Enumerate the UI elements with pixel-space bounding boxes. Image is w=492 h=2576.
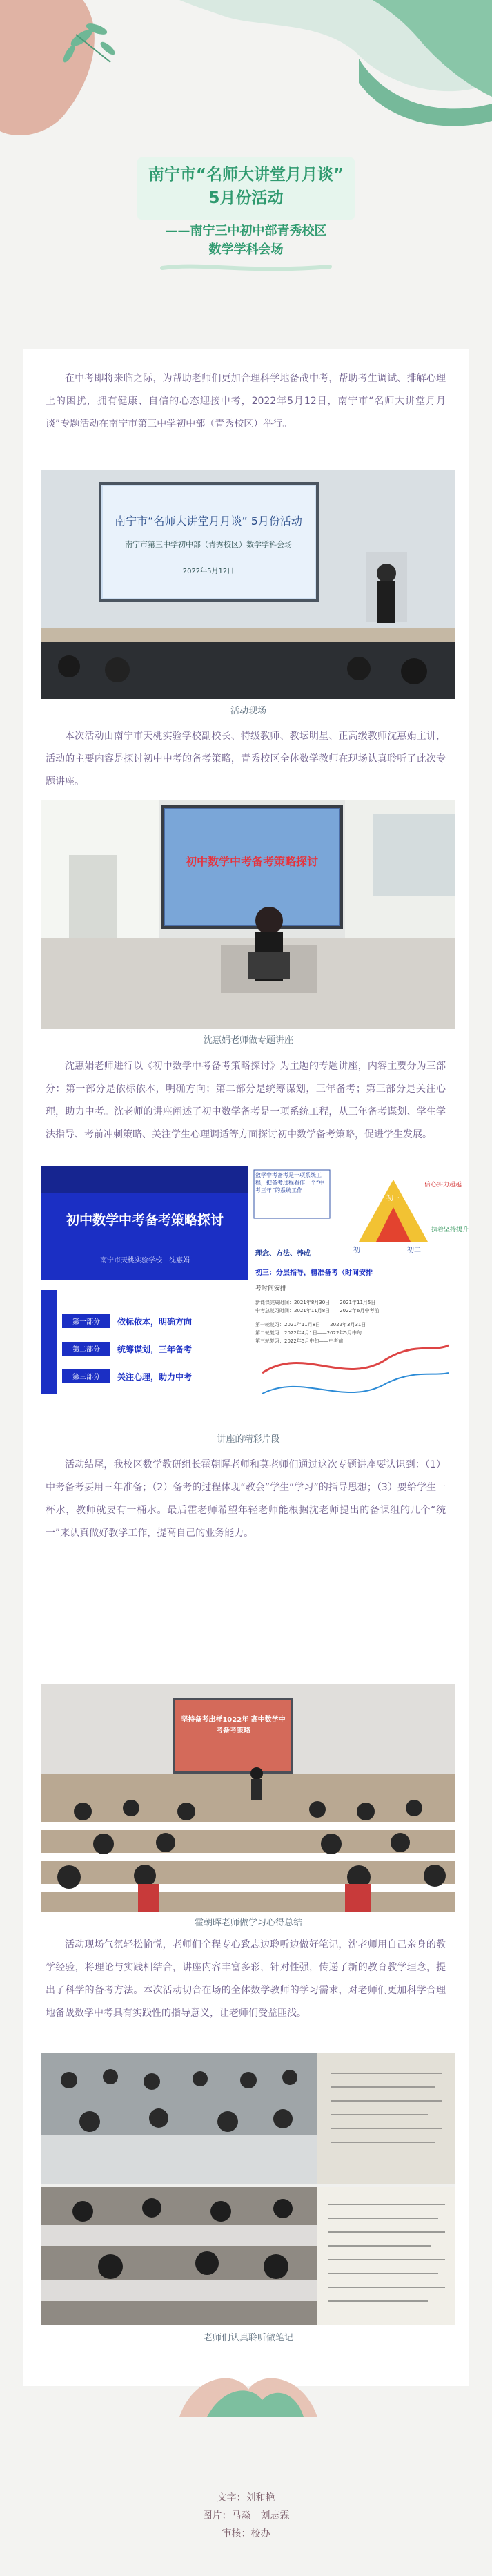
section-3-text: 关注心理，助力中考: [117, 1372, 193, 1382]
triangle-label-top: 信心实力超越: [424, 1182, 462, 1189]
paragraph-3: 沈惠娟老师进行以《初中数学中考备考策略探讨》为主题的专题讲座，内容主要分为三部分：第一部分是依标依本，明确方向；第二部分是统筹谋划，三年备考；第三部分是关注心理，助力中考。沈老师的讲座阐述了初中数学备考是一项系统工程，从三年备考谋划、学生学法指导、考前冲刺策略、关注学生心理调适等方面探讨初中数学备考策略，促进学生发展。: [46, 1061, 446, 1140]
paragraph-4: 活动结尾，我校区数学教研组长霍朝晖老师和莫老师们通过这次专题讲座要认识到：（1）中考备考要用三年准备；（2）备考的过程体现“教会”学生“学习”的指导思想；（3）要给学生一杯水，教师就要有一桶水。最后霍老师希望年轻老师能根据沈老师提出的备课组的几个“统一”来认真做好教学工作，提高自己的业务能力。: [46, 1459, 446, 1539]
slide3-strategy: 理念、方法、养成: [255, 1250, 311, 1258]
paragraph-2: 本次活动由南宁市天桃实验学校副校长、特级教师、教坛明星、正高级教师沈惠娟主讲，活动的主要内容是探讨初中中考的备考策略，青秀校区全体数学教师在现场认真聆听了此次专题讲座。: [46, 731, 446, 787]
title-line-1: 南宁市“名师大讲堂月月谈”: [148, 166, 344, 184]
section-1-label: 第一部分: [72, 1318, 100, 1326]
caption-1: 活动现场: [230, 706, 266, 716]
photo-slides-collage: [41, 1166, 469, 1425]
timeline-4: 第二轮复习：2022年4月1日——2022年5月中旬: [255, 1330, 362, 1336]
slide2-title: 初中数学中考备考策略探讨: [185, 855, 319, 868]
slide3-main-title: 初中数学中考备考策略探讨: [66, 1213, 224, 1228]
section-3-label: 第三部分: [72, 1374, 100, 1381]
title-underline-decoration: [162, 262, 330, 273]
credit-photo: 图片：马淼 刘志霖: [202, 2510, 290, 2521]
subtitle-line-1: ——南宁三中初中部青秀校区: [165, 224, 327, 238]
side-label: 执着坚持提升: [431, 1227, 469, 1233]
caption-4: 霍朝晖老师做学习心得总结: [194, 1918, 302, 1928]
photo-lecturer: [41, 800, 455, 1029]
paragraph-1: 在中考即将来临之际，为帮助老师们更加合理科学地备战中考，帮助考生调试、排解心理上的困扰，拥有健康、自信的心态迎接中考，2022年5月12日，南宁市“名师大讲堂月月谈”专题活动在南宁市第三中学初中部（青秀校区）举行。: [46, 373, 446, 430]
paragraph-5: 活动现场气氛轻松愉悦，老师们全程专心致志边聆听边做好笔记，沈老师用自己亲身的教学经验，将理论与实践相结合，讲座内容丰富多彩，针对性强，传递了新的教育教学理念，提出了科学的备考方法。本次活动切合在场的全体数学教师的学习需求，对老师们更加科学合理地备战数学中考具有实践性的指导意义，让老师们受益匪浅。: [46, 1939, 446, 2019]
triangle-label-grade2: 初二: [407, 1247, 421, 1254]
slide1-date: 2022年5月12日: [182, 568, 235, 575]
subtitle-line-2: 数学学科会场: [208, 242, 284, 257]
timeline-1: 新课课完成时间：2021年8月30日——2021年11月5日: [255, 1300, 376, 1305]
triangle-label-grade3: 初三: [386, 1195, 400, 1202]
photo-teachers-notes: [41, 2053, 455, 2325]
timeline-2: 中考总复习时间：2021年11月8日——2022年6月中考前: [255, 1308, 380, 1314]
timeline-5: 第三轮复习：2022年5月中旬——中考前: [255, 1338, 344, 1344]
caption-5: 老师们认真聆听做笔记: [203, 2333, 293, 2343]
header-decoration: [0, 0, 492, 138]
section-2-label: 第二部分: [72, 1346, 100, 1354]
footer-decoration: [179, 2362, 317, 2417]
title-line-2: 5月份活动: [208, 189, 284, 207]
section-1-text: 依标依本，明确方向: [117, 1317, 193, 1327]
credit-review: 审核：校办: [222, 2528, 270, 2539]
title-box: [137, 157, 355, 220]
section-2-text: 统筹谋划，三年备考: [117, 1345, 193, 1354]
photo-activity-scene: [41, 470, 455, 699]
slide3-exam-title: 考时间安排: [255, 1285, 287, 1292]
slide1-subtitle: 南宁市第三中学初中部（青秀校区）数学学科会场: [125, 540, 292, 549]
caption-3: 讲座的精彩片段: [217, 1434, 280, 1445]
credit-author: 文字：刘和艳: [217, 2492, 275, 2503]
timeline-3: 第一轮复习：2021年11月8日——2022年3月31日: [255, 1322, 366, 1327]
caption-2: 沈惠娟老师做专题讲座: [203, 1035, 293, 1046]
slide4-title: 坚持备考出样1022年 高中数学中考备考策略: [181, 1716, 286, 1735]
slide3-school: 南宁市天桃实验学校 沈惠娟: [100, 1257, 190, 1265]
slide3-part3: 初三：分层指导，精准备考（时间安排: [255, 1269, 373, 1277]
photo-summary-session: [41, 1684, 455, 1912]
slide1-title: 南宁市“名师大讲堂月月谈” 5月份活动: [115, 515, 302, 528]
slide3-box-text: 数学中考备考是一项系统工程，把备考过程看作一个“中考三年”的系统工作: [255, 1172, 325, 1193]
triangle-label-grade1: 初一: [353, 1247, 367, 1254]
